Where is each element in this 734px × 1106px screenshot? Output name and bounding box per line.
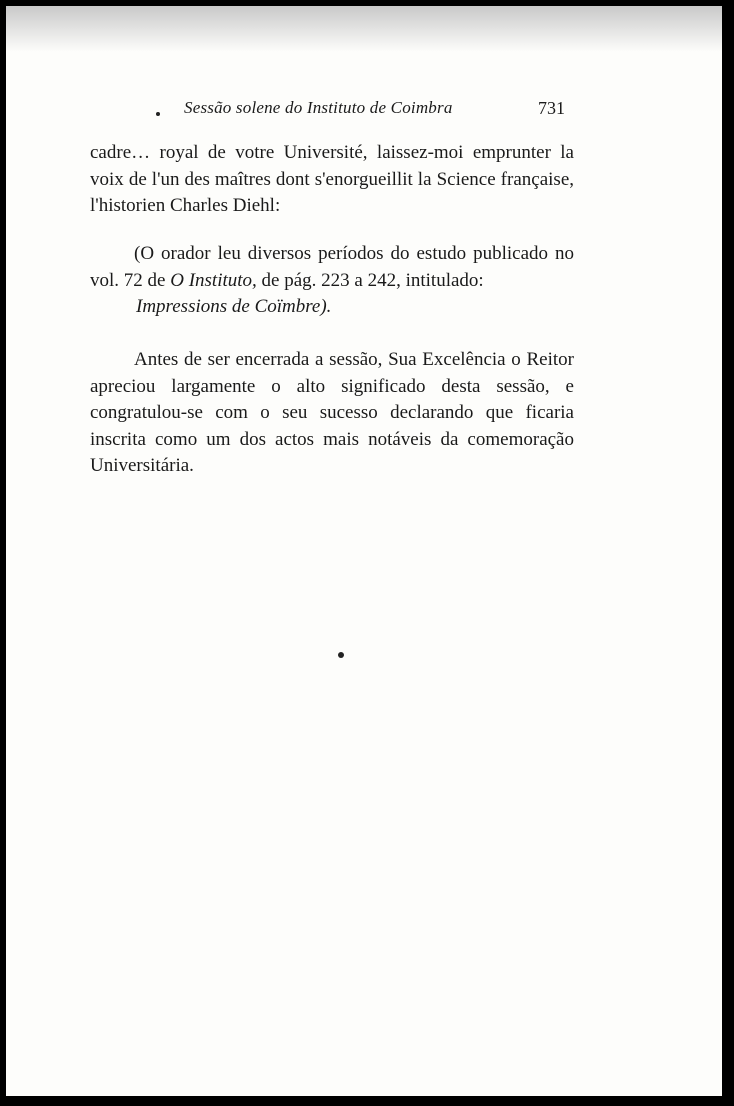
paragraph-1: cadre… royal de votre Université, laissez-moi emprunter la voix de l'un des maîtres dont s'enorgueillit la Science française, l'historien Charles Diehl: [90,142,574,216]
paragraph-3-text: Antes de ser encerrada a sessão, Sua Excelência o Reitor apreciou largamente o alto significado desta sessão, e congratulou-se com o seu sucesso declarando que ficaria inscrita como um dos actos mais notáveis da comemoração Universitária. [90,349,574,476]
running-header-title: Sessão solene do Instituto de Coimbra [184,98,453,117]
paragraph-2 [90,241,574,321]
page-number: 731 [538,98,565,118]
print-speck [156,112,160,116]
document-page [6,6,722,1096]
paragraph-2-text-b: de pág. 223 a 242, intitulado: [256,269,484,291]
paragraph-3 [90,347,574,480]
paragraph-2-title: Impressions de Coïmbre). [136,296,332,317]
scan-shadow [6,6,722,52]
paragraph-2-text-a: (O orador leu diversos períodos do estudo publicado no vol. 72 de [90,243,574,291]
print-speck [338,652,344,658]
paragraph-2-source: O Instituto, [170,269,257,291]
